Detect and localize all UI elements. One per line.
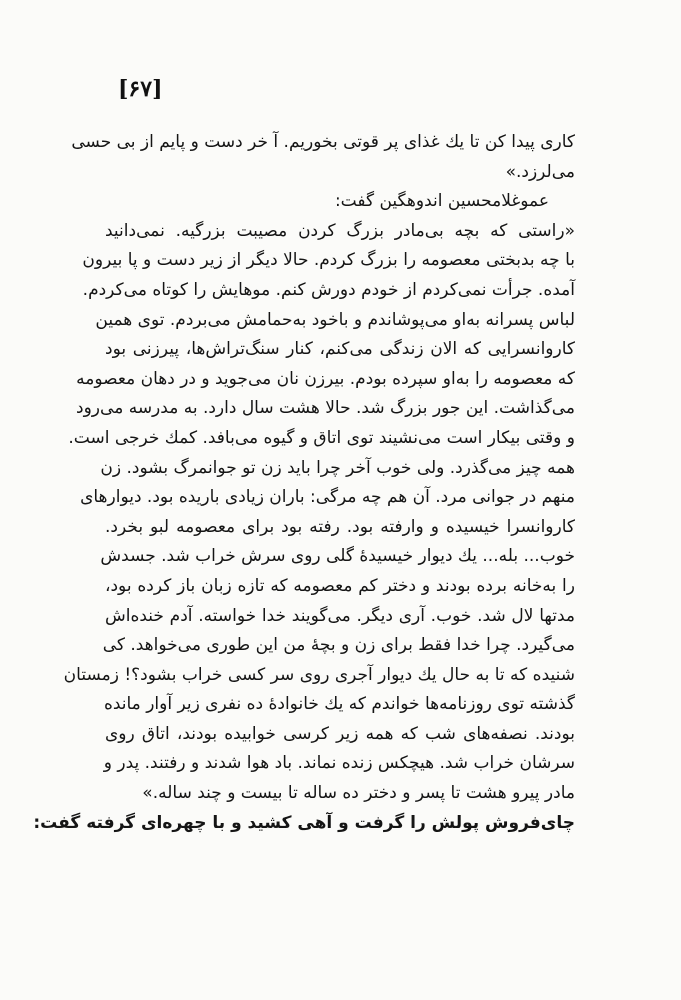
text-line: همه چیز می‌گذرد. ولی خوب آخر چرا باید زن تو جوانمرگ بشود. زن — [100, 457, 575, 478]
text-line: لباس پسرانه به‌او می‌پوشاندم و باخود به‌حمامش می‌بردم. توی همین — [95, 309, 575, 330]
text-line: چای‌فروش پولش را گرفت و آهی کشید و با چهره‌ای گرفته گفت: — [33, 812, 575, 833]
text-line: می‌گذاشت. این جور بزرگ شد. حالا هشت سال دارد. به مدرسه می‌رود — [76, 398, 575, 419]
text-line: کاروانسرا خیسیده و وارفته بود. رفته بود برای معصومه لبو بخرد. — [105, 516, 575, 537]
text-line: که معصومه را به‌او سپرده بودم. بیرزن نان می‌جوید و در دهان معصومه — [76, 368, 575, 389]
text-line: را به‌خانه برده بودند و دختر کم معصومه که تازه زبان باز کرده بود، — [105, 575, 575, 596]
text-line: کاری پیدا کن تا یك غذای پر قوتی بخوریم. آ خر دست و پایم از بی حسی — [71, 132, 575, 152]
text-line: عموغلامحسین اندوهگین گفت: — [334, 191, 549, 212]
text-line: سرشان خراب شد. هیچکس زنده نماند. باد هوا شدند و رفتند. پدر و — [103, 753, 575, 774]
text-line: مادر پیرو هشت تا پسر و دختر ده ساله تا بیست و چند ساله.» — [142, 783, 575, 804]
page-number: [۶۷] — [118, 76, 163, 102]
text-line: بودند. نصفه‌های شب که همه زیر کرسی خوابیده بودند، اتاق روی — [105, 723, 575, 744]
text-line: مدتها لال شد. خوب. آری دیگر. می‌گویند خدا خواسته. آدم خنده‌اش — [105, 605, 575, 626]
body-text — [33, 128, 575, 838]
text-line: و وقتی بیکار است می‌نشیند توی اتاق و گیوه می‌بافد. کمك خرجی است. — [68, 427, 575, 448]
text-line: شنیده که تا به حال یك دیوار آجری روی سر کسی خراب بشود؟! زمستان — [63, 664, 575, 685]
text-line: می‌لرزد.» — [505, 161, 575, 182]
text-line: خوب... بله... یك دیوار خیسیدهٔ گلی روی سرش خراب شد. جسدش — [100, 546, 575, 567]
text-line: گذشته توی روزنامه‌ها خواندم که یك خانوادهٔ ده نفری زیر آوار مانده — [103, 694, 575, 715]
text-line: با چه بدبختی معصومه را بزرگ کردم. حالا دیگر از زیر دست و پا بیرون — [82, 250, 575, 271]
text-line: کاروانسرایی که الان زندگی می‌کنم، کنار سنگ‌تراش‌ها، پیرزنی بود — [105, 339, 575, 360]
text-line: می‌گیرد. چرا خدا فقط برای زن و بچهٔ من این طوری می‌خواهد. کی — [102, 635, 575, 656]
text-line: منهم در جوانی مرد. آن هم چه مرگی: باران زیادی باریده بود. دیوارهای — [80, 487, 575, 508]
text-line: «راستی که بچه بی‌مادر بزرگ کردن مصیبت بزرگیه. نمی‌دانید — [105, 220, 575, 241]
text-line: آمده. جرأت نمی‌کردم از خودم دورش کنم. موهایش را کوتاه می‌کردم. — [82, 279, 575, 300]
